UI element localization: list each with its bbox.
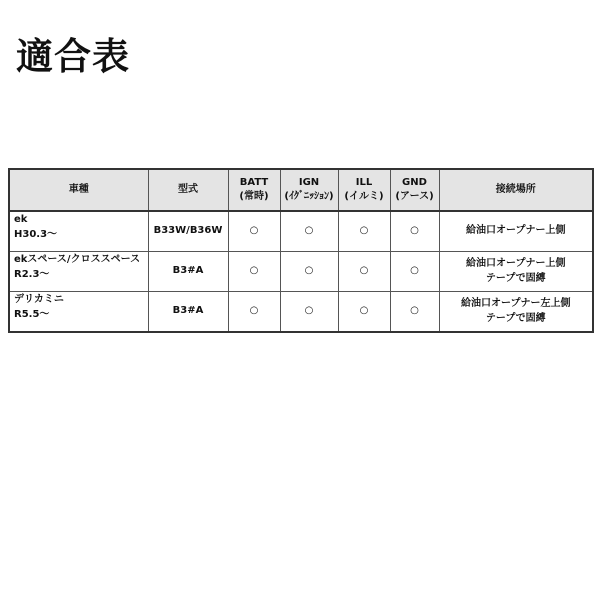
table-row	[9, 211, 593, 252]
gnd-mark: ○	[390, 211, 439, 252]
car-cell: ekスペース/クロススペース R2.3～	[9, 252, 148, 292]
model-cell: B3#A	[148, 292, 228, 333]
table-row	[9, 292, 593, 333]
ill-mark: ○	[338, 211, 390, 252]
header-gnd: GND (アース)	[390, 169, 439, 211]
batt-mark: ○	[228, 211, 280, 252]
ill-mark: ○	[338, 252, 390, 292]
header-model: 型式	[148, 169, 228, 211]
header-car: 車種	[9, 169, 148, 211]
ign-mark: ○	[280, 211, 338, 252]
car-cell: ek H30.3～	[9, 211, 148, 252]
table-header-row	[9, 169, 593, 211]
ign-mark: ○	[280, 252, 338, 292]
location-cell: 給油口オープナー上側	[439, 211, 593, 252]
table-row	[9, 252, 593, 292]
location-cell: 給油口オープナー左上側 テープで固縛	[439, 292, 593, 333]
gnd-mark: ○	[390, 252, 439, 292]
gnd-mark: ○	[390, 292, 439, 333]
batt-mark: ○	[228, 292, 280, 333]
model-cell: B33W/B36W	[148, 211, 228, 252]
car-cell: デリカミニ R5.5～	[9, 292, 148, 333]
header-batt: BATT (常時)	[228, 169, 280, 211]
header-location: 接続場所	[439, 169, 593, 211]
location-cell: 給油口オープナー上側 テープで固縛	[439, 252, 593, 292]
header-ill: ILL (イルミ)	[338, 169, 390, 211]
batt-mark: ○	[228, 252, 280, 292]
header-ign: IGN (ｲｸﾞﾆｯｼｮﾝ)	[280, 169, 338, 211]
model-cell: B3#A	[148, 252, 228, 292]
page-title: 適合表	[16, 35, 130, 78]
compatibility-table	[8, 168, 594, 333]
ill-mark: ○	[338, 292, 390, 333]
ign-mark: ○	[280, 292, 338, 333]
